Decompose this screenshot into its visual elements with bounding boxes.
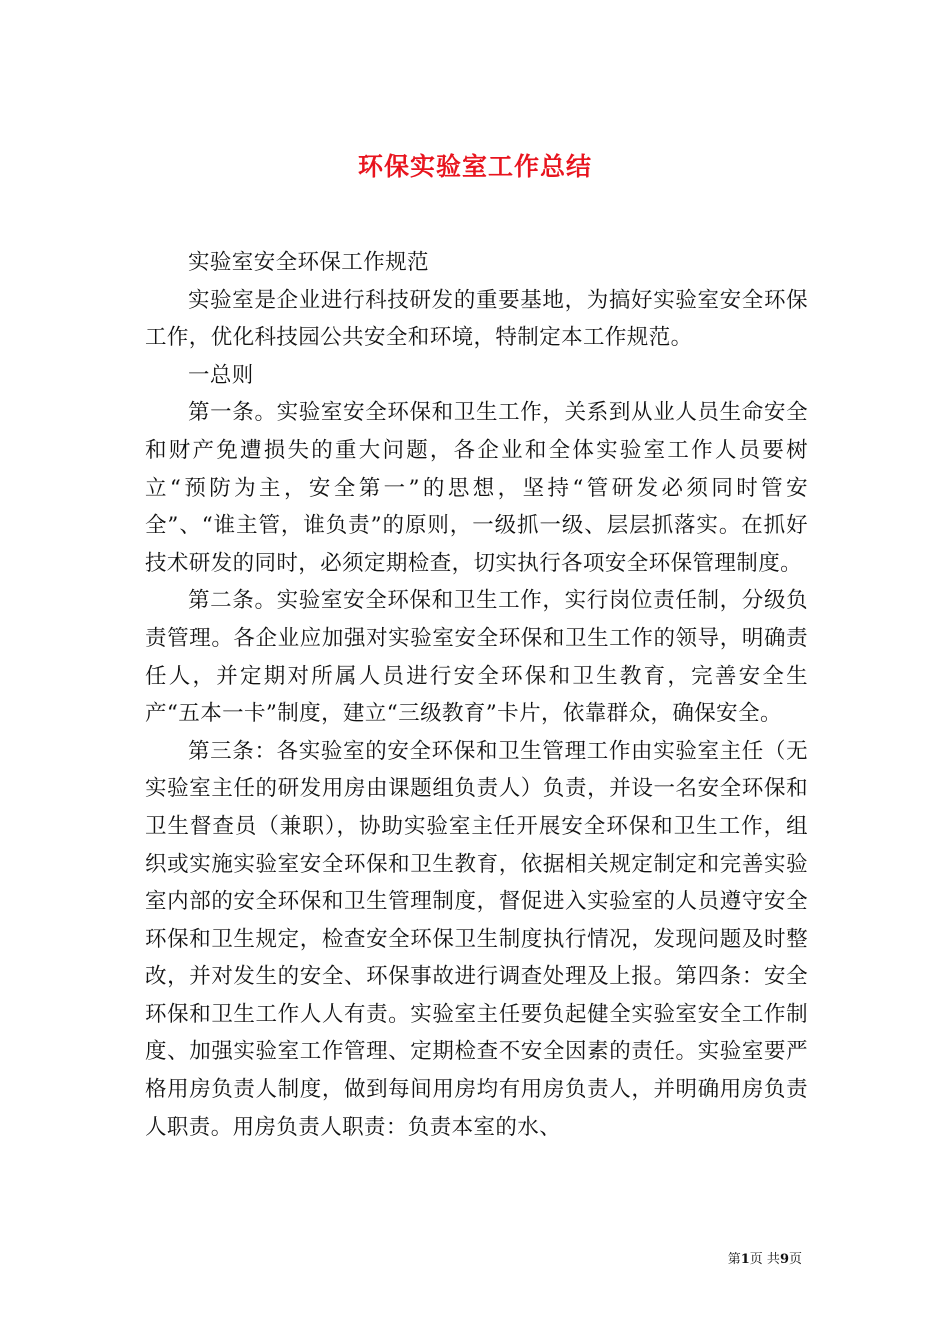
footer-prefix: 第 [727, 1252, 741, 1267]
document-body [145, 244, 808, 1146]
intro-paragraph: 实验室是企业进行科技研发的重要基地，为搞好实验室安全环保工作，优化科技园公共安全和环境，特制定本工作规范。 [145, 287, 808, 351]
article-3-paragraph: 第三条：各实验室的安全环保和卫生管理工作由实验室主任（无实验室主任的研发用房由课题组负责人）负责，并设一名安全环保和卫生督查员（兼职），协助实验室主任开展安全环保和卫生工作，组织或实施实验室安全环保和卫生教育，依据相关规定制定和完善实验室内部的安全环保和卫生管理制度，督促进入实验室的人员遵守安全环保和卫生规定，检查安全环保卫生制度执行情况，发现问题及时整改，并对发生的安全、环保事故进行调查处理及上报。第四条：安全环保和卫生工作人人有责。实验室主任要负起健全实验室安全工作制度、加强实验室工作管理、定期检查不安全因素的责任。实验室要严格用房负责人制度，做到每间用房均有用房负责人，并明确用房负责人职责。用房负责人职责：负责本室的水、 [145, 738, 808, 1140]
chapter-heading: 一总则 [188, 362, 254, 388]
page-number-footer [728, 1251, 802, 1269]
footer-middle: 页 共 [749, 1252, 780, 1267]
article-1-paragraph: 第一条。实验室安全环保和卫生工作，关系到从业人员生命安全和财产免遭损失的重大问题，各企业和全体实验室工作人员要树立“预防为主，安全第一”的思想，坚持“管研发必须同时管安全”、“谁主管，谁负责”的原则，一级抓一级、层层抓落实。在抓好技术研发的同时，必须定期检查，切实执行各项安全环保管理制度。 [145, 400, 808, 576]
total-page-count: 9 [779, 1252, 789, 1267]
current-page-number: 1 [740, 1252, 750, 1267]
footer-suffix: 页 [788, 1252, 802, 1267]
section-heading: 实验室安全环保工作规范 [188, 250, 429, 275]
article-2-paragraph: 第二条。实验室安全环保和卫生工作，实行岗位责任制，分级负责管理。各企业应加强对实验室安全环保和卫生工作的领导，明确责任人，并定期对所属人员进行安全环保和卫生教育，完善安全生产“五本一卡”制度，建立“三级教育”卡片，依靠群众，确保安全。 [145, 588, 808, 727]
document-title: 环保实验室工作总结 [357, 151, 592, 181]
